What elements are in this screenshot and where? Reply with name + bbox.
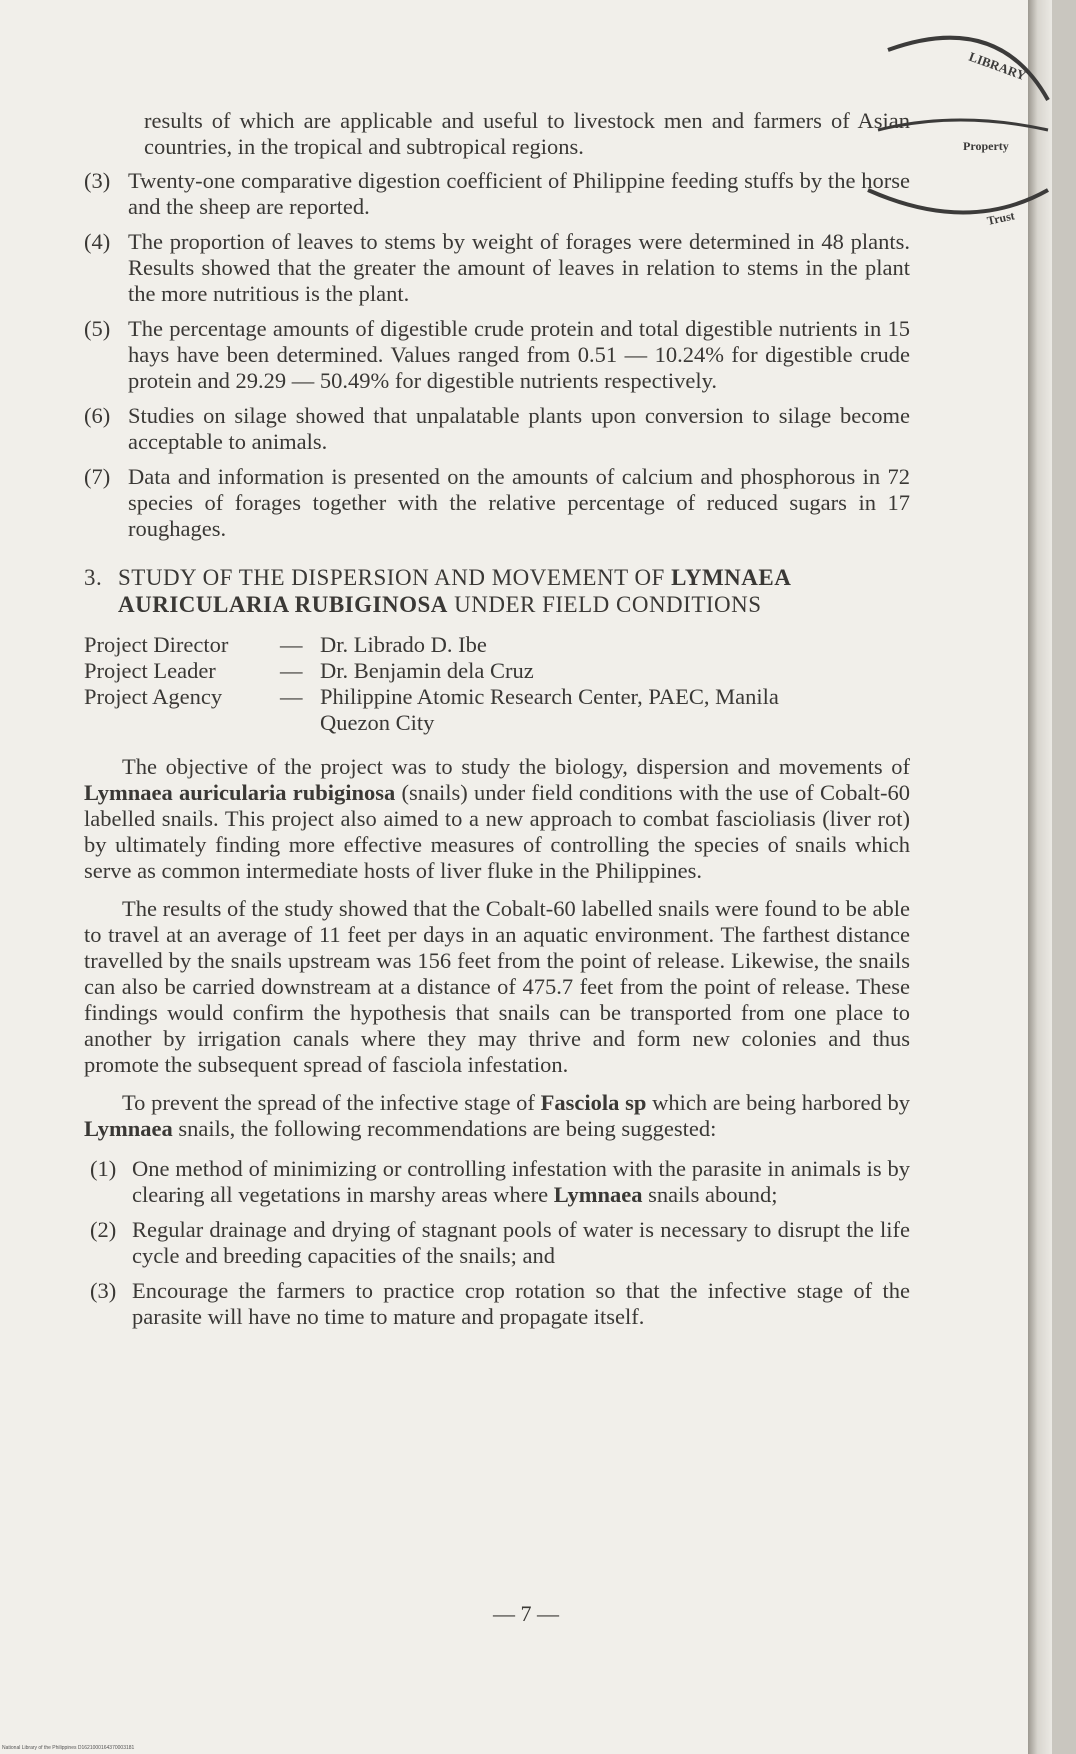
list-item-text: Twenty-one comparative digestion coefficient of Philippine feeding stuffs by the horse and the sheep are reported.	[128, 168, 910, 219]
project-agency-row	[84, 684, 910, 710]
genus-name: Fasciola sp	[540, 1090, 647, 1115]
stamp-top-text: LIBRARY	[966, 48, 1029, 84]
dash: —	[280, 684, 303, 709]
project-agency-label: Project Agency	[84, 684, 223, 709]
objective-paragraph: The objective of the project was to study the biology, dispersion and movements of Lymnaea auricularia rubiginosa (snails) under field conditions with the use of Cobalt-60 labelled snails. This project also aimed to a new approach to combat fascioliasis (liver rot) by ultimately finding more effective measures of controlling the species of snails which serve as common intermediate hosts of liver fluke in the Philippines.	[84, 754, 910, 883]
genus-name: Lymnaea	[84, 1116, 173, 1141]
list-item-text: Regular drainage and drying of stagnant pools of water is necessary to disrupt the life cycle and breeding capacities of the snails; and	[132, 1217, 910, 1268]
dash: —	[280, 632, 303, 657]
list-item-text: The proportion of leaves to stems by weight of forages were determined in 48 plants. Results showed that the greater the amount of leaves in relation to stems in the plant the more nutritious is the plant.	[128, 229, 910, 306]
section-title-part: UNDER FIELD CONDITIONS	[447, 592, 762, 617]
list-item-number: (3)	[84, 168, 111, 193]
list-item-number: (7)	[84, 464, 111, 489]
section-heading	[84, 564, 910, 618]
list-item-number: (1)	[90, 1156, 117, 1181]
list-item-number: (6)	[84, 403, 111, 428]
list-item	[90, 1278, 910, 1330]
list-item-number: (2)	[90, 1217, 117, 1242]
page-number: — 7 —	[493, 1601, 559, 1626]
footer-watermark: National Library of the Philippines D1621000164370003181	[2, 1745, 135, 1751]
stamp-bottom-text: Trust	[985, 208, 1016, 228]
list-item-text: Encourage the farmers to practice crop rotation so that the infective stage of the parasite will have no time to mature and propagate itself.	[132, 1278, 910, 1329]
list-item	[84, 316, 910, 394]
project-leader-label: Project Leader	[84, 658, 216, 683]
project-director-value: Dr. Librado D. Ibe	[320, 632, 487, 657]
page-content	[84, 108, 910, 1339]
list-item	[84, 229, 910, 307]
project-info	[84, 632, 910, 736]
project-agency-city-row	[84, 710, 910, 736]
dash: —	[280, 658, 303, 683]
section-number: 3.	[84, 565, 103, 590]
section-title-part: STUDY OF THE DISPERSION AND MOVEMENT OF	[118, 565, 672, 590]
list-item	[84, 464, 910, 542]
project-leader-row	[84, 658, 910, 684]
project-agency-city: Quezon City	[320, 710, 435, 735]
list-item-text: The percentage amounts of digestible crude protein and total digestible nutrients in 15 hays have been determined. Values ranged from 0.51 — 10.24% for digestible crude protein and 29.29 — 50.49% for digestible nutrients respectively.	[128, 316, 910, 393]
section-title-species: LYMNAEA AURICULARIA RUBIGINOSA	[118, 565, 791, 617]
project-director-row	[84, 632, 910, 658]
project-agency-value: Philippine Atomic Research Center, PAEC, Manila	[320, 684, 779, 709]
results-list	[84, 168, 910, 542]
stamp-mid-text: Property	[963, 139, 1009, 153]
list-item-text: Studies on silage showed that unpalatable plants upon conversion to silage become acceptable to animals.	[128, 403, 910, 454]
carry-over-paragraph: results of which are applicable and useful to livestock men and farmers of Asian countries, in the tropical and subtropical regions.	[144, 108, 910, 159]
results-paragraph: The results of the study showed that the Cobalt-60 labelled snails were found to be able to travel at an average of 11 feet per days in an aquatic environment. The farthest distance travelled by the snails upstream was 156 feet from the point of release. Likewise, the snails can also be carried downstream at a distance of 475.7 feet from the point of release. These findings would confirm the hypothesis that snails can be transported from one place to another by irrigation canals where they may thrive and form new colonies and thus promote the subsequent spread of fasciola infestation.	[84, 896, 910, 1077]
recommendations-intro: To prevent the spread of the infective stage of Fasciola sp which are being harbored by Lymnaea snails, the following recommendations are being suggested:	[84, 1090, 910, 1141]
list-item-number: (3)	[90, 1278, 117, 1303]
section-title	[118, 564, 910, 618]
list-item-number: (4)	[84, 229, 111, 254]
list-item-number: (5)	[84, 316, 111, 341]
list-item	[84, 168, 910, 220]
list-item	[84, 403, 910, 455]
list-item	[90, 1217, 910, 1269]
recommendations-list	[90, 1156, 910, 1330]
list-item-text: Data and information is presented on the amounts of calcium and phosphorous in 72 species of forages together with the relative percentage of reduced sugars in 17 roughages.	[128, 464, 910, 541]
project-leader-value: Dr. Benjamin dela Cruz	[320, 658, 534, 683]
list-item	[90, 1156, 910, 1208]
page-binding-edge	[1028, 0, 1052, 1754]
list-item-text: One method of minimizing or controlling infestation with the parasite in animals is by clearing all vegetations in marshy areas where Lymnaea snails abound;	[132, 1156, 910, 1207]
species-name: Lymnaea auricularia rubiginosa	[84, 780, 396, 805]
project-director-label: Project Director	[84, 632, 229, 657]
